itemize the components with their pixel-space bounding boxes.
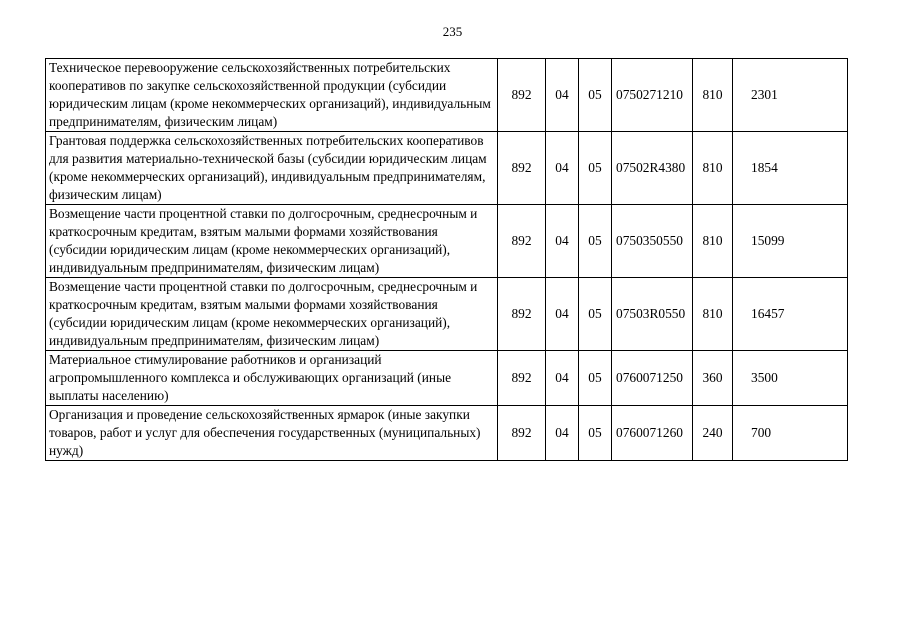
ministry-code: 892 [498,132,546,205]
table-row [46,278,848,351]
amount: 1854 [733,132,848,205]
section-code: 04 [546,351,579,406]
table-row [46,132,848,205]
table-row [46,351,848,406]
expense-type-code: 240 [693,406,733,461]
table-row [46,406,848,461]
amount: 16457 [733,278,848,351]
page-number: 235 [442,24,463,39]
amount: 2301 [733,59,848,132]
ministry-code: 892 [498,351,546,406]
subsection-code: 05 [579,278,612,351]
ministry-code: 892 [498,406,546,461]
section-code: 04 [546,278,579,351]
amount: 3500 [733,351,848,406]
section-code: 04 [546,132,579,205]
amount: 700 [733,406,848,461]
expense-type-code: 810 [693,132,733,205]
ministry-code: 892 [498,205,546,278]
target-article-code: 0760071260 [612,406,693,461]
target-article-code: 0750271210 [612,59,693,132]
expense-type-code: 810 [693,205,733,278]
target-article-code: 0750350550 [612,205,693,278]
amount: 15099 [733,205,848,278]
row-description: Возмещение части процентной ставки по долгосрочным, среднесрочным и краткосрочным кредитам, взятым малыми формами хозяйствования (субсидии юридическим лицам (кроме некоммерческих организаций), индивидуальным предпринимателям, физическим лицам) [46,278,498,351]
subsection-code: 05 [579,406,612,461]
row-description: Материальное стимулирование работников и организаций агропромышленного комплекса и обслуживающих организаций (иные выплаты населению) [46,351,498,406]
row-description: Грантовая поддержка сельскохозяйственных потребительских кооперативов для развития материально-технической базы (субсидии юридическим лицам (кроме некоммерческих организаций), индивидуальным предпринимателям, физическим лицам) [46,132,498,205]
expense-type-code: 360 [693,351,733,406]
section-code: 04 [546,205,579,278]
row-description: Техническое перевооружение сельскохозяйственных потребительских кооперативов по закупке сельскохозяйственной продукции (субсидии юридическим лицам (кроме некоммерческих организаций), индивидуальным предпринимателям, физическим лицам) [46,59,498,132]
budget-table [45,58,848,461]
section-code: 04 [546,406,579,461]
section-code: 04 [546,59,579,132]
table-row [46,59,848,132]
ministry-code: 892 [498,59,546,132]
expense-type-code: 810 [693,278,733,351]
subsection-code: 05 [579,205,612,278]
target-article-code: 07502R4380 [612,132,693,205]
target-article-code: 0760071250 [612,351,693,406]
target-article-code: 07503R0550 [612,278,693,351]
row-description: Возмещение части процентной ставки по долгосрочным, среднесрочным и краткосрочным кредитам, взятым малыми формами хозяйствования (субсидии юридическим лицам (кроме некоммерческих организаций), индивидуальным предпринимателям, физическим лицам) [46,205,498,278]
subsection-code: 05 [579,132,612,205]
ministry-code: 892 [498,278,546,351]
row-description: Организация и проведение сельскохозяйственных ярмарок (иные закупки товаров, работ и услуг для обеспечения государственных (муниципальных) нужд) [46,406,498,461]
table-row [46,205,848,278]
expense-type-code: 810 [693,59,733,132]
subsection-code: 05 [579,59,612,132]
subsection-code: 05 [579,351,612,406]
